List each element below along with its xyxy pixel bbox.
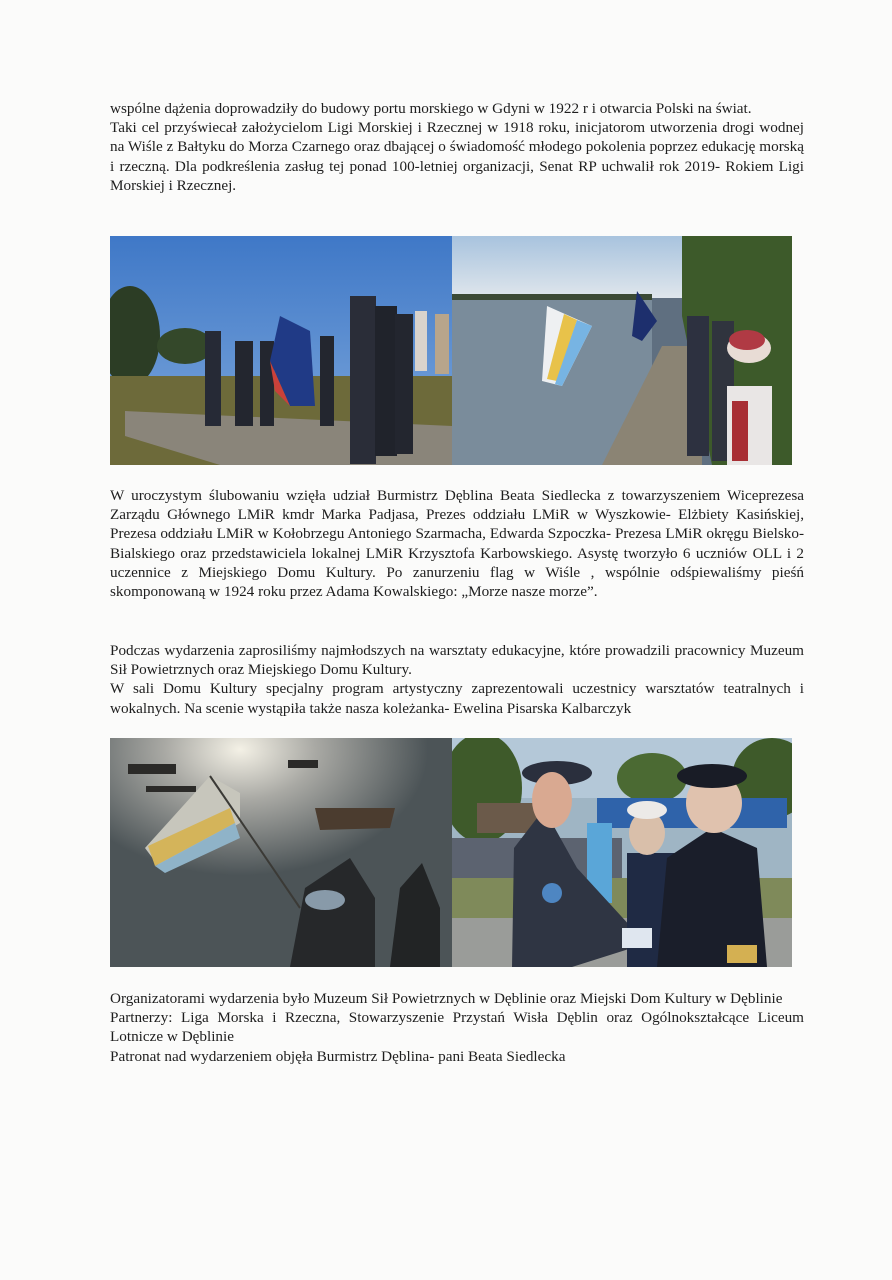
intro-paragraph <box>110 99 804 195</box>
organizers-line: Organizatorami wydarzenia było Muzeum Sił Powietrznych w Dęblinie oraz Miejski Dom Kultury w Dęblinie <box>110 990 783 1007</box>
workshops-paragraph <box>110 641 804 718</box>
photo-row-top <box>110 236 792 465</box>
workshops-line-2: W sali Domu Kultury specjalny program artystyczny zaprezentowali uczestnicy warsztatów teatralnych i wokalnych. Na scenie wystąpiła także nasza koleżanka- Ewelina Pisarska Kalbarczyk <box>110 680 804 717</box>
photo-boats-sunset <box>110 738 452 967</box>
partners-line: Partnerzy: Liga Morska i Rzeczna, Stowarzyszenie Przystań Wisła Dęblin oraz Ogólnokształcące Liceum Lotnicze w Dęblinie <box>110 1009 804 1046</box>
patronage-line: Patronat nad wydarzeniem objęła Burmistrz Dęblina- pani Beata Siedlecka <box>110 1047 566 1065</box>
workshops-line-1: Podczas wydarzenia zaprosiliśmy najmłodszych na warsztaty edukacyjne, które prowadzili pracownicy Muzeum Sił Powietrznych oraz Miejskiego Domu Kultury. <box>110 642 804 679</box>
oath-paragraph <box>110 486 804 601</box>
photo-row-bottom <box>110 738 792 967</box>
intro-line-2: Taki cel przyświecał założycielom Ligi Morskiej i Rzecznej w 1918 roku, inicjatorom utworzenia drogi wodnej na Wiśle z Bałtyku do Morza Czarnego oraz dbającej o świadomość młodego pokolenia poprzez edukację morską i rzeczną. Dla podkreślenia zasług tej ponad 100-letniej organizacji, Senat RP uchwalił rok 2019- Rokiem Ligi Morskiej i Rzecznej. <box>110 119 804 194</box>
photo-flag-river <box>452 236 792 465</box>
photo-handshake <box>452 738 792 967</box>
organizers-paragraph <box>110 989 804 1066</box>
oath-text: W uroczystym ślubowaniu wzięła udział Burmistrz Dęblina Beata Siedlecka z towarzyszeniem Wiceprezesa Zarządu Głównego LMiR kmdr Marka Padjasa, Prezes oddziału LMiR w Wyszkowie- Elżbiety Kasińskiej, Prezesa oddziału LMiR w Kołobrzegu Antoniego Szarmacha, Edwarda Szpoczka- Prezesa LMiR okręgu Bielsko-Bialskiego oraz przedstawiciela lokalnej LMiR Krzysztofa Karbowskiego. Asystę tworzyło 6 uczniów OLL i 2 uczennice z Miejskiego Domu Kultury. Po zanurzeniu flag w Wiśle , wspólnie odśpiewaliśmy pieśń skomponowaną w 1924 roku przez Adama Kowalskiego: „Morze nasze morze”. <box>110 487 804 601</box>
photo-oath-ceremony <box>110 236 452 465</box>
intro-line-1: wspólne dążenia doprowadziły do budowy portu morskiego w Gdyni w 1922 r i otwarcia Polski na świat. <box>110 100 752 117</box>
